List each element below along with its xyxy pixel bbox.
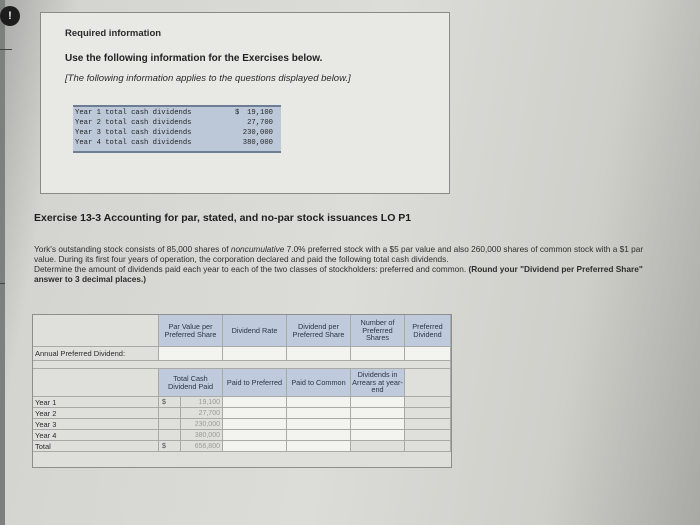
- edge-mark: [0, 283, 5, 284]
- dividend-row: [75, 139, 279, 149]
- currency-symbol: [159, 430, 181, 441]
- blank-cell: [33, 315, 159, 347]
- exercise-paragraph-1: [34, 244, 644, 264]
- par-value-input[interactable]: [159, 347, 223, 361]
- total-cash-dividend: 19,100: [181, 397, 223, 408]
- col-header-preferred-dividend: Preferred Dividend: [405, 315, 451, 347]
- exercise-title: Exercise 13-3 Accounting for par, stated, and no-par stock issuances LO P1: [34, 212, 412, 224]
- arrears-input[interactable]: [351, 419, 405, 430]
- annual-preferred-dividend-label: Annual Preferred Dividend:: [33, 347, 159, 361]
- row-label-year: Year 2: [33, 408, 159, 419]
- blank-cell: [405, 441, 451, 452]
- currency-symbol: $: [159, 397, 181, 408]
- dividend-worksheet: [32, 314, 452, 468]
- dividend-value: 27,700: [247, 119, 273, 127]
- arrears-input[interactable]: [351, 408, 405, 419]
- number-of-shares-input[interactable]: [351, 347, 405, 361]
- exercise-description: [34, 244, 644, 284]
- paragraph-text: York's outstanding stock consists of 85,000 shares of: [34, 244, 231, 254]
- col-header-total-cash-dividend: Total Cash Dividend Paid: [159, 369, 223, 397]
- blank-cell: [405, 397, 451, 408]
- row-label-total: Total: [33, 441, 159, 452]
- dividend-dollar: $: [235, 109, 240, 117]
- dividend-label: Year 4 total cash dividends: [75, 139, 192, 147]
- row-label-year: Year 3: [33, 419, 159, 430]
- required-information-panel: [40, 12, 450, 194]
- instructions-heading: Use the following information for the Exercises below.: [65, 53, 323, 64]
- dividend-value: 230,000: [242, 129, 273, 137]
- col-header-dividends-in-arrears: Dividends in Arrears at year-end: [351, 369, 405, 397]
- dividend-per-share-input[interactable]: [287, 347, 351, 361]
- row-label-year: Year 1: [33, 397, 159, 408]
- total-cash-dividend: 27,700: [181, 408, 223, 419]
- blank-cell: [405, 419, 451, 430]
- paid-to-common-input[interactable]: [287, 430, 351, 441]
- col-header-paid-to-common: Paid to Common: [287, 369, 351, 397]
- col-header-dividend-rate: Dividend Rate: [223, 315, 287, 347]
- arrears-input[interactable]: [351, 397, 405, 408]
- edge-mark: [0, 49, 12, 50]
- total-cash-dividend: 230,000: [181, 419, 223, 430]
- paid-to-common-input[interactable]: [287, 397, 351, 408]
- blank-cell: [33, 369, 159, 397]
- currency-symbol: [159, 419, 181, 430]
- paid-to-common-total-input[interactable]: [287, 441, 351, 452]
- blank-cell: [405, 369, 451, 397]
- instructions-note: [The following information applies to the questions displayed below.]: [65, 73, 351, 84]
- paragraph-italic: noncumulative: [230, 244, 285, 254]
- dividend-label: Year 1 total cash dividends: [75, 109, 192, 117]
- blank-cell: [405, 408, 451, 419]
- dividend-row: [75, 129, 279, 139]
- dividends-table: [73, 105, 281, 153]
- dividend-value: 380,000: [242, 139, 273, 147]
- arrears-input[interactable]: [351, 430, 405, 441]
- currency-symbol: $: [159, 441, 181, 452]
- dividend-label: Year 2 total cash dividends: [75, 119, 192, 127]
- col-header-paid-to-preferred: Paid to Preferred: [223, 369, 287, 397]
- paragraph-text: Determine the amount of dividends paid each year to each of the two classes of stockholders: preferred and common.: [34, 264, 469, 274]
- dividend-row: [75, 119, 279, 129]
- paid-to-preferred-input[interactable]: [223, 408, 287, 419]
- paragraph-bold: (Round your "Dividend per Preferred Share" answer to 3 decimal places.): [34, 264, 643, 284]
- col-header-dividend-per-share: Dividend per Preferred Share: [287, 315, 351, 347]
- blank-cell: [351, 441, 405, 452]
- required-information-title: Required information: [65, 28, 162, 39]
- paragraph-text: 7.0% preferred stock with a $5 par value and also 260,000 shares of common stock with a $1 par value. During its first four years of operation, the corporation declared and paid the following total cash dividends.: [34, 244, 644, 264]
- blank-cell: [405, 430, 451, 441]
- dividend-row: [75, 109, 279, 119]
- total-cash-dividend: 656,800: [181, 441, 223, 452]
- currency-symbol: [159, 408, 181, 419]
- col-header-number-of-shares: Number of Preferred Shares: [351, 315, 405, 347]
- alert-icon: !: [0, 6, 20, 26]
- col-header-par-value: Par Value per Preferred Share: [159, 315, 223, 347]
- paid-to-preferred-input[interactable]: [223, 430, 287, 441]
- dividend-value: 19,100: [247, 109, 273, 117]
- paid-to-preferred-input[interactable]: [223, 419, 287, 430]
- paid-to-preferred-total-input[interactable]: [223, 441, 287, 452]
- paid-to-preferred-input[interactable]: [223, 397, 287, 408]
- exercise-paragraph-2: [34, 264, 644, 284]
- paid-to-common-input[interactable]: [287, 419, 351, 430]
- spacer-row: [33, 361, 451, 369]
- row-label-year: Year 4: [33, 430, 159, 441]
- total-cash-dividend: 380,000: [181, 430, 223, 441]
- dividend-rate-input[interactable]: [223, 347, 287, 361]
- dividend-label: Year 3 total cash dividends: [75, 129, 192, 137]
- preferred-dividend-input[interactable]: [405, 347, 451, 361]
- paid-to-common-input[interactable]: [287, 408, 351, 419]
- window-edge: [0, 0, 5, 525]
